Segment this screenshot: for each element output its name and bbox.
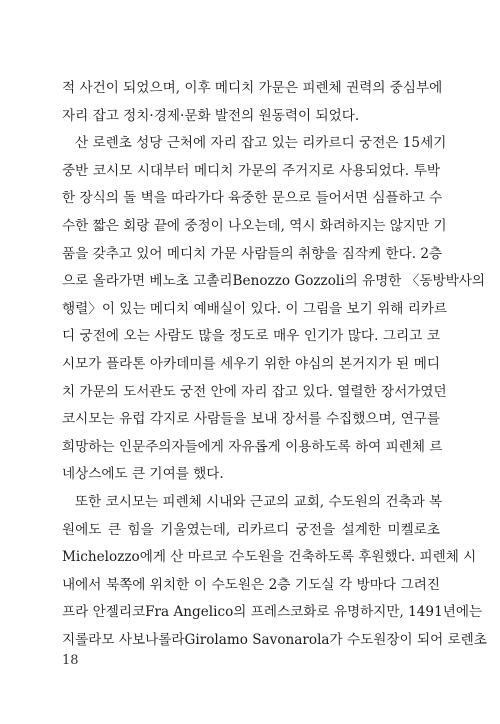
text-line: 수한 짧은 회랑 끝에 중정이 나오는데, 역시 화려하지는 않지만 기 [62,217,447,234]
body-text [62,75,487,654]
text-line: 코시모는 유럽 각지로 사람들을 보내 장서를 수집했으며, 연구를 [62,411,440,428]
text-line: 지롤라모 사보나롤라Girolamo Savonarola가 수도원장이 되어 로렌초 [62,631,487,648]
page-number: 18 [62,653,79,668]
text-line: 시모가 플라톤 아카데미를 세우기 위한 야심의 본거지가 된 메디 [62,355,440,372]
text-line: 산 로렌초 성당 근처에 자리 잡고 있는 리카르디 궁전은 15세기 [75,135,447,152]
text-line: 원에도 큰 힘을 기울였는데, 리카르디 궁전을 설계한 미켈로초 [62,521,440,538]
text-line: 품을 갖추고 있어 메디치 가문 사람들의 취향을 짐작케 한다. 2층 [62,245,443,262]
text-line: 자리 잡고 정치·경제·문화 발전의 원동력이 되었다. [62,107,360,124]
text-line: 으로 올라가면 베노초 고촐리Benozzo Gozzoli의 유명한 〈동방박사의 [62,273,486,290]
text-line: 프라 안젤리코Fra Angelico의 프레스코화로 유명하지만, 1491년에는 [62,604,483,621]
paragraph-3 [62,489,487,655]
text-line: Michelozzo에게 산 마르코 수도원을 건축하도록 후원했다. 피렌체 시 [62,549,477,566]
text-line: 중반 코시모 시대부터 메디치 가문의 주거지로 사용되었다. 투박 [62,162,440,179]
text-line: 적 사건이 되었으며, 이후 메디치 가문은 피렌체 권력의 중심부에 [62,80,443,96]
text-line: 디 궁전에 오는 사람도 많을 정도로 매우 인기가 많다. 그리고 코 [62,328,440,345]
text-line: 희망하는 인문주의자들에게 자유롭게 이용하도록 하여 피렌체 르 [62,438,443,455]
text-line: 치 가문의 도서관도 궁전 안에 자리 잡고 있다. 열렬한 장서가였던 [62,383,447,400]
paragraph-2 [62,130,486,489]
text-line: 네상스에도 큰 기여를 했다. [62,466,224,483]
text-line: 또한 코시모는 피렌체 시내와 근교의 교회, 수도원의 건축과 복 [75,493,443,510]
paragraph-1 [62,75,443,130]
text-line: 내에서 북쪽에 위치한 이 수도원은 2층 기도실 각 방마다 그려진 [62,576,440,593]
text-line: 행렬〉이 있는 메디치 예배실이 있다. 이 그림을 보기 위해 리카르 [62,300,448,317]
text-line: 한 장식의 돌 벽을 따라가다 육중한 문으로 들어서면 심플하고 수 [62,190,443,207]
